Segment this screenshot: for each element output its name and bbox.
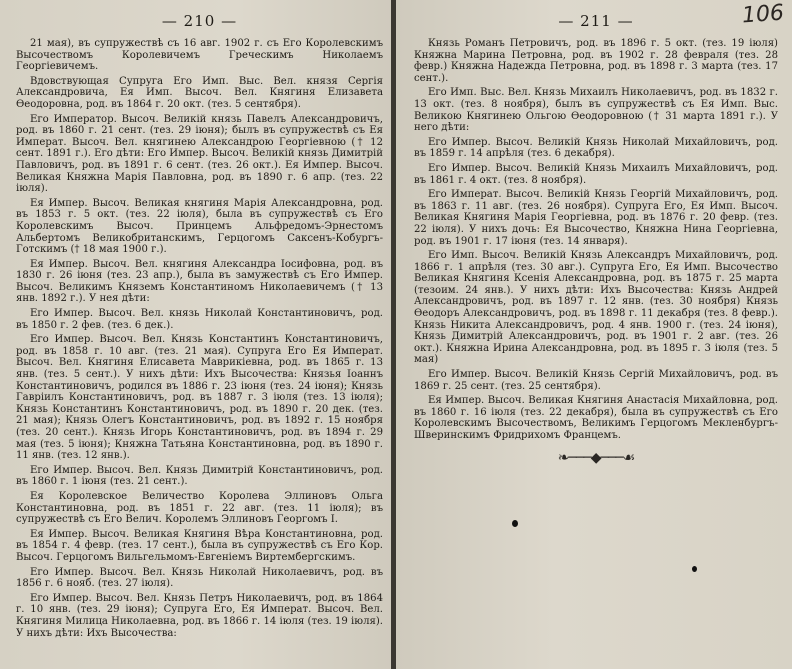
text-paragraph: Вдовствующая Супруга Его Имп. Выс. Вел. князя Сергія Александровича, Ея Имп. Высоч. Вел. Княгиня Елизавета Ѳеодоровна, род. въ 1864 г. 20 окт. (тез. 5 сентября). xyxy=(16,75,383,110)
text-paragraph: Князь Романъ Петровичъ, род. въ 1896 г. 5 окт. (тез. 19 іюля) Княжна Марина Петровна, род. въ 1902 г. 28 февраля (тез. 28 февр.) Княжна Надежда Петровна, род. въ 1898 г. 3 марта (тез. 17 сент.). xyxy=(414,38,778,84)
page-number-left: — 210 — xyxy=(161,12,238,30)
text-paragraph: Его Импер. Высоч. Вел. Князь Петръ Николаевичъ, род. въ 1864 г. 10 янв. (тез. 29 іюня); Супруга Его, Ея Императ. Высоч. Вел. Княгиня Милица Николаевна, род. въ 1866 г. 14 іюля (тез. 19 іюля). У нихъ дѣти: Ихъ Высочества: xyxy=(16,592,383,639)
page-number-right: — 211 — xyxy=(558,12,634,30)
handwritten-page-number: 106 xyxy=(741,0,785,29)
text-paragraph: 21 мая), въ супружествѣ съ 16 авг. 1902 г. съ Его Королевскимъ Высочествомъ Королевичемъ Греческимъ Николаемъ Георгіевичемъ. xyxy=(16,38,383,73)
end-ornament: ❧───◆───☙ xyxy=(557,449,635,466)
ink-spot xyxy=(512,520,518,527)
text-paragraph: Его Имп. Высоч. Великій Князь Александръ Михайловичъ, род. 1866 г. 1 апрѣля (тез. 30 авг.). Супруга Его, Ея Имп. Высочество Великая Княгиня Ксенія Александровна, род. въ 1875 г. 25 марта (тезоим. 24 янв.). У нихъ дѣти: Ихъ Высочества: Князь Андрей Александровичъ, род. въ 1897 г. 12 янв. (тез. 30 ноября) Князь Ѳеодоръ Александровичъ, род. въ 1898 г. 11 декабря (тез. 8 февр.). Князь Никита Александровичъ, род. 4 янв. 1900 г. (тез. 24 іюня), Князь Димитрій Александровичъ, род. въ 1901 г. 2 авг. (тез. 26 окт.). Княжна Ирина Александровна, род. въ 1895 г. 3 іюля (тез. 5 мая) xyxy=(414,250,778,366)
text-paragraph: Его Импер. Высоч. Вел. князь Николай Константиновичъ, род. въ 1850 г. 2 фев. (тез. 6 дек.). xyxy=(16,308,383,331)
text-paragraph: Его Импер. Высоч. Вел. Князь Димитрій Константиновичъ, род. въ 1860 г. 1 іюня (тез. 21 сент.). xyxy=(16,464,383,488)
text-paragraph: Его Импер. Высоч. Великій Князь Михаилъ Михайловичъ, род. въ 1861 г. 4 окт. (тез. 8 ноября). xyxy=(414,162,778,186)
right-page xyxy=(396,0,792,669)
text-paragraph: Его Импер. Высоч. Великій Князь Сергій Михайловичъ, род. въ 1869 г. 25 сент. (тез. 25 сентября). xyxy=(414,369,778,392)
text-paragraph: Его Импер. Высоч. Великій Князь Николай Михайловичъ, род. въ 1859 г. 14 апрѣля (тез. 6 декабря). xyxy=(414,136,778,160)
text-paragraph: Ея Импер. Высоч. Великая княгиня Марія Александровна, род. въ 1853 г. 5 окт. (тез. 22 іюля), была въ супружествѣ съ Его Королевскимъ Высоч. Принцемъ Альфредомъ-Эрнестомъ Альбертомъ Великобританскимъ, Герцогомъ Саксенъ-Кобургъ-Готскимъ († 18 мая 1900 г.). xyxy=(16,197,383,256)
text-paragraph: Его Император. Высоч. Великій князь Павелъ Александровичъ, род. въ 1860 г. 21 сент. (тез. 29 іюня); былъ въ супружествѣ съ Ея Императ. Высоч. Вел. княгинею Александрою Георгіевною († 12 сент. 1891 г.). Его дѣти: Его Импер. Высоч. Великій князь Димитрій Павловичъ, род. въ 1891 г. 6 сент. (тез. 26 окт.). Ея Импер. Высоч. Великая Княжна Марія Павловна, род. въ 1890 г. 6 апр. (тез. 22 іюля). xyxy=(16,113,383,195)
left-page-text xyxy=(16,38,383,639)
right-page-text xyxy=(414,38,778,442)
left-page xyxy=(0,0,393,669)
text-paragraph: Его Импер. Высоч. Вел. Князь Николай Николаевичъ, род. въ 1856 г. 6 нояб. (тез. 27 іюля). xyxy=(16,566,383,590)
ink-spot xyxy=(692,566,697,572)
text-paragraph: Ея Импер. Высоч. Великая Княгиня Анастасія Михайловна, род. въ 1860 г. 16 іюля (тез. 22 декабря), была въ супружествѣ съ Его Королевскимъ Высочествомъ, Великимъ Герцогомъ Мекленбургъ-Шверинскимъ Фридрихомъ Францемъ. xyxy=(414,395,778,441)
text-paragraph: Его Императ. Высоч. Великій Князь Георгій Михайловичъ, род. въ 1863 г. 11 авг. (тез. 26 ноября). Супруга Его, Ея Имп. Высоч. Великая Княгиня Марія Георгіевна, род. въ 1876 г. 20 февр. (тез. 22 іюля). У нихъ дочь: Ея Высочество, Княжна Нина Георгіевна, род. въ 1901 г. 17 іюня (тез. 14 января). xyxy=(414,189,778,247)
text-paragraph: Его Имп. Выс. Вел. Князь Михаилъ Николаевичъ, род. въ 1832 г. 13 окт. (тез. 8 ноября), былъ въ супружествѣ съ Ея Имп. Выс. Великою Княгинею Ольгою Ѳеодоровною († 31 марта 1891 г.). У него дѣти: xyxy=(414,87,778,134)
text-paragraph: Ея Импер. Высоч. Великая Княгиня Вѣра Константиновна, род. въ 1854 г. 4 февр. (тез. 17 сент.), была въ супружествѣ съ Его Кор. Высоч. Герцогомъ Вильгельмомъ-Евгеніемъ Виртембергскимъ. xyxy=(16,528,383,563)
text-paragraph: Ея Импер. Высоч. Вел. княгиня Александра Іосифовна, род. въ 1830 г. 26 іюня (тез. 23 апр.), была въ замужествѣ съ Его Импер. Высоч. Великимъ Княземъ Константиномъ Николаевичемъ († 13 янв. 1892 г.). У нея дѣти: xyxy=(16,258,383,305)
text-paragraph: Его Импер. Высоч. Вел. Князь Константинъ Константиновичъ, род. въ 1858 г. 10 авг. (тез. 21 мая). Супруга Его Ея Императ. Высоч. Вел. Княгиня Елисавета Маврикіевна, род. въ 1865 г. 13 янв. (тез. 5 сент.). У нихъ дѣти: Ихъ Высочества: Князья Іоаннъ Константиновичъ, родился въ 1886 г. 23 іюня (тез. 24 іюня); Князь Гавріилъ Константиновичъ, род. въ 1887 г. 3 іюля (тез. 13 іюля); Князь Константинъ Константиновичъ, род. въ 1890 г. 20 дек. (тез. 21 мая); Князь Олегъ Константиновичъ, род. въ 1892 г. 15 ноября (тез. 20 сент.). Князь Игорь Константиновичъ, род. въ 1894 г. 29 мая (тез. 5 іюня); Княжна Татьяна Константиновна, род. въ 1890 г. 11 янв. (тез. 12 янв.). xyxy=(16,334,383,462)
text-paragraph: Ея Королевское Величество Королева Эллиновъ Ольга Константиновна, род. въ 1851 г. 22 авг. (тез. 11 іюля); въ супружествѣ съ Его Велич. Королемъ Эллиновъ Георгомъ I. xyxy=(16,490,383,526)
